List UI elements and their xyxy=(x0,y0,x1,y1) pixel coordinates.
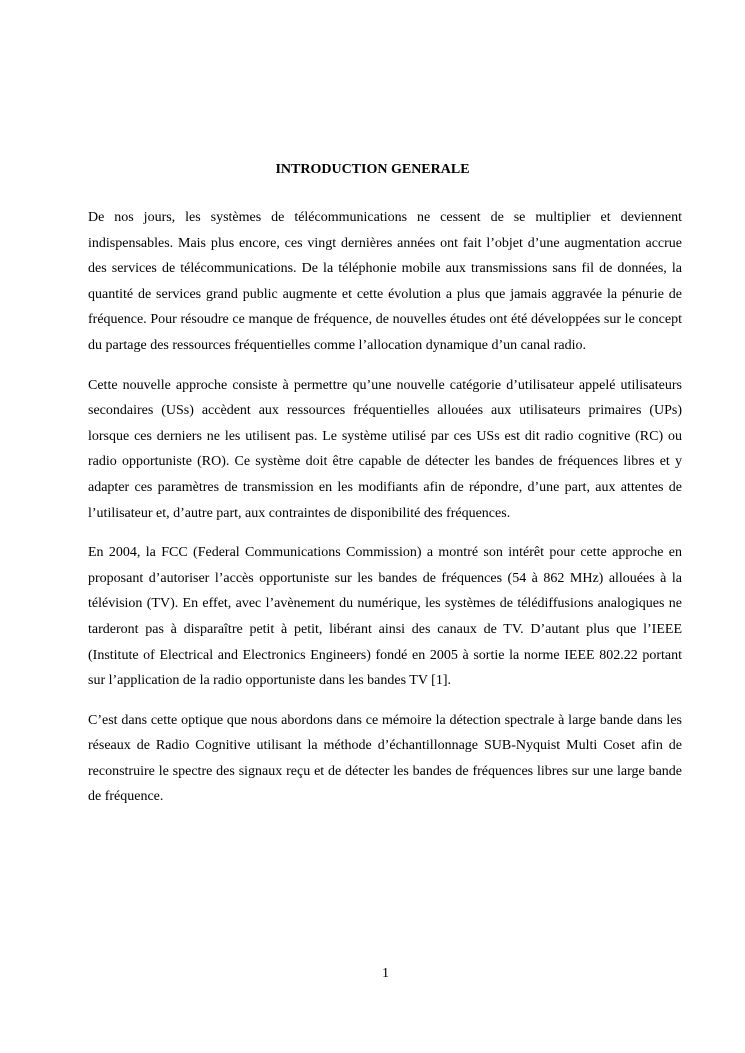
page-number: 1 xyxy=(382,966,389,981)
paragraph-1: De nos jours, les systèmes de télécommunications ne cessent de se multiplier et deviennent indispensables. Mais plus encore, ces vingt dernières années ont fait l’objet d’une augmentation accrue des services de télécommunications. De la téléphonie mobile aux transmissions sans fil de données, la quantité de services grand public augmente et cette évolution a plus que jamais aggravée la pénurie de fréquence. Pour résoudre ce manque de fréquence, de nouvelles études ont été développées sur le concept du partage des ressources fréquentielles comme l’allocation dynamique d’un canal radio. xyxy=(88,210,682,353)
paragraph-4: C’est dans cette optique que nous abordons dans ce mémoire la détection spectrale à large bande dans les réseaux de Radio Cognitive utilisant la méthode d’échantillonnage SUB-Nyquist Multi Coset afin de reconstruire le spectre des signaux reçu et de détecter les bandes de fréquences libres sur une large bande de fréquence. xyxy=(88,712,682,805)
page-title: INTRODUCTION GENERALE xyxy=(275,162,470,177)
paragraph-3: En 2004, la FCC (Federal Communications Commission) a montré son intérêt pour cette approche en proposant d’autoriser l’accès opportuniste sur les bandes de fréquences (54 à 862 MHz) allouées à la télévision (TV). En effet, avec l’avènement du numérique, les systèmes de télédiffusions analogiques ne tarderont pas à disparaître petit à petit, libérant ainsi des canaux de TV. D’autant plus que l’IEEE (Institute of Electrical and Electronics Engineers) fondé en 2005 à sortie la norme IEEE 802.22 portant sur l’application de la radio opportuniste dans les bandes TV [1]. xyxy=(88,545,682,689)
paragraph-2: Cette nouvelle approche consiste à permettre qu’une nouvelle catégorie d’utilisateur appelé utilisateurs secondaires (USs) accèdent aux ressources fréquentielles allouées aux utilisateurs primaires (UPs) lorsque ces derniers ne les utilisent pas. Le système utilisé par ces USs est dit radio cognitive (RC) ou radio opportuniste (RO). Ce système doit être capable de détecter les bandes de fréquences libres et y adapter ces paramètres de transmission en les modifiants afin de répondre, d’une part, aux attentes de l’utilisateur et, d’autre part, aux contraintes de disponibilité des fréquences. xyxy=(88,377,682,521)
body-text xyxy=(88,205,682,824)
